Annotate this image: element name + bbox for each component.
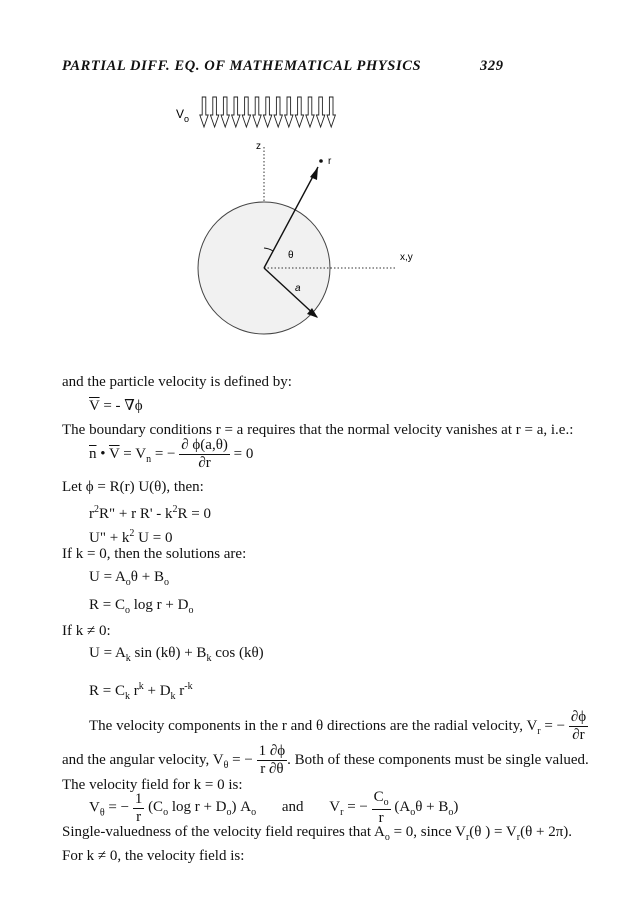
xy-label: x,y — [400, 252, 413, 263]
flow-arrow — [306, 97, 314, 127]
v0-label: $V_o$ — [176, 107, 190, 124]
paragraph-4: If k = 0, then the solutions are: — [62, 546, 247, 562]
flow-arrow — [316, 97, 324, 127]
flow-arrows — [200, 97, 336, 127]
a-label: a — [295, 283, 301, 294]
flow-arrow — [263, 97, 271, 127]
equation-5: $U = A_o\theta + B_o$ — [89, 569, 169, 588]
r-arrowhead — [310, 167, 318, 180]
paragraph-8: The velocity field for k = 0 is: — [62, 777, 243, 793]
flow-arrow — [221, 97, 229, 127]
equation-2: $\overline{n}$ • $\overline{V} = V_n$ = − $\frac{\partial \phi(a,\theta)}{\partial r}$ = 0 — [89, 437, 254, 471]
paragraph-10: For k ≠ 0, the velocity field is: — [62, 848, 245, 864]
equation-3: $r^2R$" + r $R' - k^2R = 0$ — [89, 504, 212, 522]
flow-arrow — [327, 97, 335, 127]
r-point — [319, 159, 323, 163]
equation-4: U" + $k^2$ U = 0 — [89, 528, 173, 546]
r-label: r — [328, 156, 332, 167]
paragraph-3: Let ϕ = R(r) U(θ), then: — [62, 479, 204, 495]
flow-arrow — [242, 97, 250, 127]
page-number: 329 — [480, 58, 504, 74]
paragraph-9: Single-valuedness of the velocity field requires that $A_o = 0$, since $V_r(\theta$ ) = $V_r(\theta + 2\pi)$. — [62, 824, 573, 843]
flow-arrow — [200, 97, 208, 127]
flow-arrow — [253, 97, 261, 127]
paragraph-1: and the particle velocity is defined by: — [62, 374, 292, 390]
flow-arrow — [295, 97, 303, 127]
z-label: z — [256, 141, 261, 152]
equation-6: $R = C_o$ $\log r + D_o$ — [89, 597, 194, 616]
equation-8: $R = C_k$ $r^k + D_k$ $r^{-k}$ — [89, 681, 193, 702]
theta-label: θ — [288, 250, 294, 261]
flow-arrow — [232, 97, 240, 127]
paragraph-2: The boundary conditions r = a requires that the normal velocity vanishes at r = a, i.e.: — [62, 422, 574, 438]
paragraph-6: The velocity components in the r and θ directions are the radial velocity, $V_r$ = − $\frac{\partial\phi}{\partial r}$ — [89, 709, 587, 743]
paragraph-5: If k ≠ 0: — [62, 623, 111, 639]
paragraph-7: and the angular velocity, $V_\theta$ = − $\frac{1 \partial\phi}{r \partial\theta}$ . Both of these components must be single valued. — [62, 743, 589, 777]
equation-1: $\overline{V}$ = - ∇ϕ — [89, 398, 143, 414]
flow-arrow — [210, 97, 218, 127]
flow-arrow — [274, 97, 282, 127]
equation-9: $V_\theta$ = − $\frac{1}{r}$ ($C_o$ $\log r + D_o$) $A_o$ and $V_r$ = − $\frac{C_o}{r}$ $(A_o\theta + B_o)$ — [89, 789, 459, 826]
equation-7: $U = A_k$ $\sin (k\theta) + B_k$ cos (kθ) — [89, 645, 264, 664]
running-header: PARTIAL DIFF. EQ. OF MATHEMATICAL PHYSICS — [62, 58, 422, 74]
flow-arrow — [285, 97, 293, 127]
